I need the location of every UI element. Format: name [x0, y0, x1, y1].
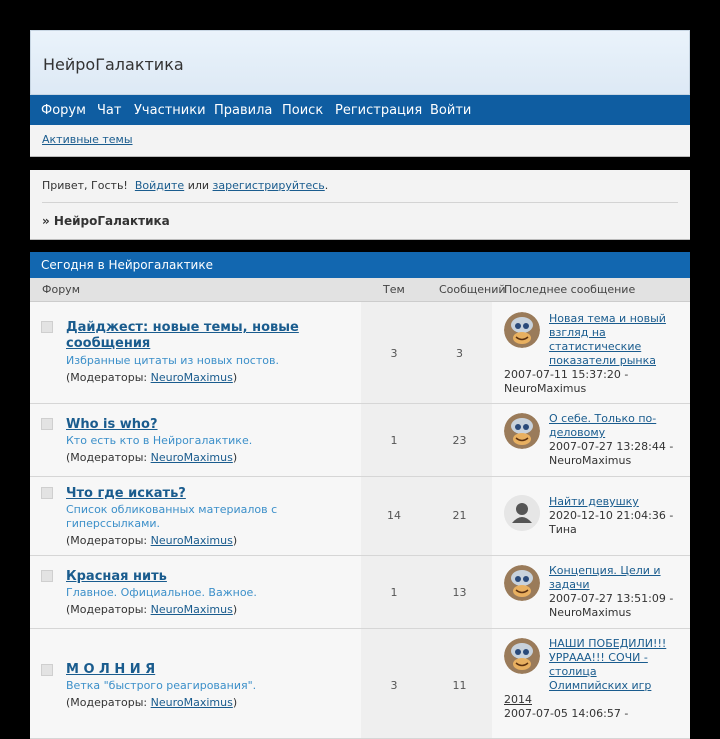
forum-description: Ветка "быстрого реагирования". [66, 679, 257, 692]
forum-title-link[interactable]: Дайджест: новые темы, новые сообщения [66, 320, 299, 351]
forum-description: Избранные цитаты из новых постов. [66, 354, 279, 367]
breadcrumb[interactable]: » НейроГалактика [42, 214, 170, 228]
nav-forum[interactable]: Форум [41, 103, 86, 118]
last-post-link[interactable]: НАШИ ПОБЕДИЛИ!!! УРРААА!!! СОЧИ - столица Олимпийских игр [549, 637, 667, 692]
user-avatar[interactable] [504, 638, 540, 674]
user-avatar[interactable] [504, 413, 540, 449]
forum-section-header [30, 252, 690, 278]
forum-status-icon [41, 570, 53, 582]
last-post-meta: 2007-07-27 13:28:44 - NeuroMaximus [549, 440, 674, 467]
forum-moderators: (Модераторы: NeuroMaximus) [66, 696, 238, 709]
moderator-link[interactable]: NeuroMaximus [150, 534, 233, 547]
greeting-or: или [187, 179, 210, 192]
forum-section-title[interactable]: Сегодня в Нейрогалактике [41, 258, 213, 272]
greeting-line [42, 179, 328, 192]
forum-row [30, 404, 690, 477]
last-post-link[interactable]: Концепция. Цели и задачи [549, 564, 661, 591]
col-last-post: Последнее сообщение [504, 283, 636, 296]
col-posts: Сообщений [439, 283, 506, 296]
forum-description: Список обликованных материалов с гиперссылками. [66, 503, 278, 530]
col-forum: Форум [42, 283, 80, 296]
greeting-suffix: . [324, 179, 329, 192]
last-post-link-tail[interactable]: 2014 [504, 693, 532, 706]
nav-members[interactable]: Участники [134, 103, 206, 118]
post-count: 21 [452, 509, 467, 522]
forum-title-link[interactable]: Что где искать? [66, 486, 186, 501]
nav-login[interactable]: Войти [430, 103, 472, 118]
nav-search[interactable]: Поиск [282, 103, 324, 118]
forum-status-icon [41, 321, 53, 333]
post-count: 23 [452, 434, 467, 447]
main-nav [30, 95, 690, 125]
forum-status-icon [41, 418, 53, 430]
forum-title-link[interactable]: Who is who? [66, 417, 158, 432]
col-topics: Тем [383, 283, 405, 296]
forum-section [30, 252, 690, 732]
login-link[interactable]: Войдите [134, 179, 185, 192]
topic-count: 3 [390, 679, 398, 692]
forum-row [30, 629, 690, 739]
last-post-meta: 2007-07-05 14:06:57 - [504, 707, 629, 720]
forum-moderators: (Модераторы: NeuroMaximus) [66, 371, 238, 384]
last-post-link[interactable]: О себе. Только по-деловому [549, 412, 657, 439]
last-post-link[interactable]: Найти девушку [549, 495, 639, 508]
greeting-box [30, 170, 690, 240]
forum-description: Кто есть кто в Нейрогалактике. [66, 434, 253, 447]
forum-title-link[interactable]: Красная нить [66, 569, 167, 584]
post-count: 11 [452, 679, 467, 692]
post-count: 3 [456, 347, 463, 360]
topic-count: 14 [387, 509, 401, 522]
topic-count: 3 [390, 347, 398, 360]
nav-register[interactable]: Регистрация [335, 103, 423, 118]
last-post-meta: 2007-07-11 15:37:20 - NeuroMaximus [504, 368, 629, 395]
sub-nav [30, 125, 690, 157]
post-count: 13 [452, 586, 467, 599]
moderator-link[interactable]: NeuroMaximus [150, 603, 233, 616]
site-title[interactable]: НейроГалактика [43, 55, 184, 74]
last-post-meta: 2007-07-27 13:51:09 - NeuroMaximus [549, 592, 674, 619]
topic-count: 1 [390, 586, 398, 599]
topic-count: 1 [390, 434, 398, 447]
nav-chat[interactable]: Чат [97, 103, 122, 118]
user-avatar[interactable] [504, 312, 540, 348]
forum-status-icon [41, 664, 53, 676]
register-link[interactable]: зарегистрируйтесь [212, 179, 325, 192]
last-post-link[interactable]: Новая тема и новый взгляд на статистические показатели рынка [549, 312, 666, 367]
forum-title-link[interactable]: М О Л Н И Я [66, 662, 156, 677]
nav-rules[interactable]: Правила [214, 103, 273, 118]
forum-row [30, 556, 690, 629]
forum-moderators: (Модераторы: NeuroMaximus) [66, 603, 238, 616]
greeting-prefix: Привет, Гость! [42, 179, 128, 192]
site-header [30, 30, 690, 95]
forum-row [30, 477, 690, 556]
greeting-divider [42, 202, 678, 203]
forum-description: Главное. Официальное. Важное. [66, 586, 257, 599]
user-avatar[interactable] [504, 565, 540, 601]
active-topics-link[interactable]: Активные темы [42, 133, 133, 146]
moderator-link[interactable]: NeuroMaximus [150, 451, 233, 464]
forum-moderators: (Модераторы: NeuroMaximus) [66, 451, 238, 464]
moderator-link[interactable]: NeuroMaximus [150, 696, 233, 709]
forum-row [30, 302, 690, 404]
default-user-icon[interactable] [504, 495, 540, 531]
forum-moderators: (Модераторы: NeuroMaximus) [66, 534, 238, 547]
last-post-meta: 2020-12-10 21:04:36 - Тина [549, 509, 674, 536]
column-headers [30, 278, 690, 302]
forum-status-icon [41, 487, 53, 499]
moderator-link[interactable]: NeuroMaximus [150, 371, 233, 384]
